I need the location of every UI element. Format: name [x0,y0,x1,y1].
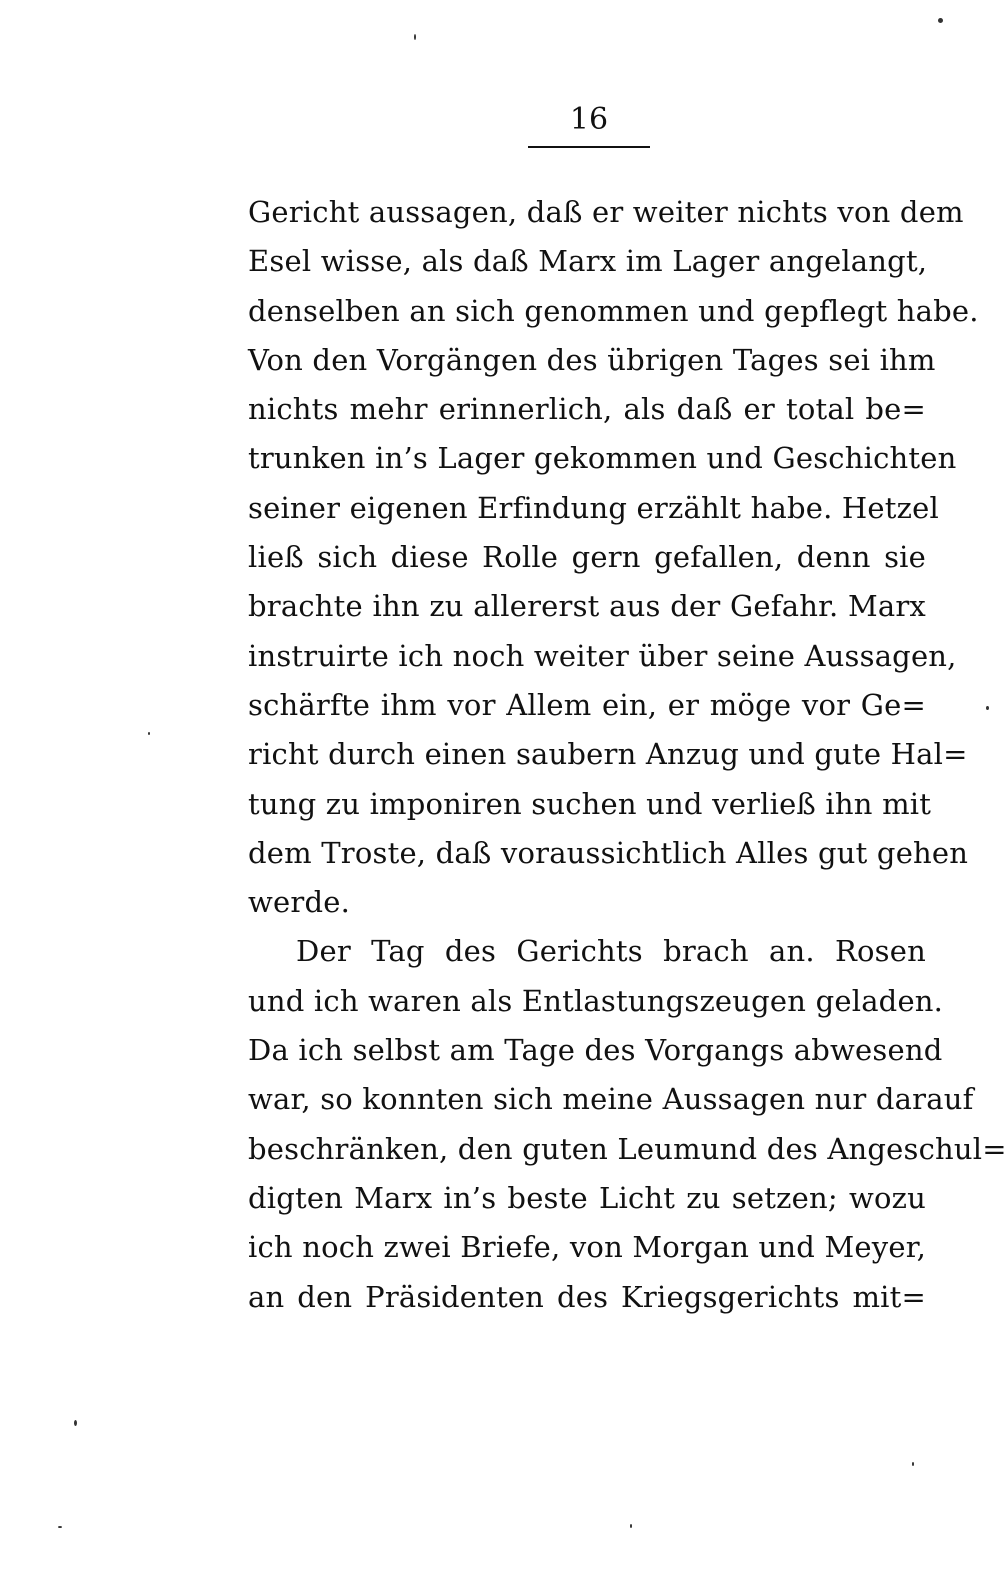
text-line: seiner eigenen Erfindung erzählt habe. Hetzel [248,490,939,525]
text-line: ließ sich diese Rolle gern gefallen, denn sie [248,540,926,575]
text-line: war, so konnten sich meine Aussagen nur darauf [248,1082,974,1117]
text-line: Von den Vorgängen des übrigen Tages sei ihm [248,342,936,377]
scan-speck [74,1420,77,1426]
text-line: Gericht aussagen, daß er weiter nichts von dem [248,195,964,229]
text-line: tung zu imponiren suchen und verließ ihn mit [248,786,932,821]
text-line: Der Tag des Gerichts brach an. Rosen [296,934,926,969]
text-line: brachte ihn zu allererst aus der Gefahr. Marx [248,589,926,624]
text-line: Da ich selbst am Tage des Vorgangs abwesend [248,1033,943,1068]
scan-speck [148,732,150,735]
text-line: dem Troste, daß voraussichtlich Alles gut gehen [248,835,969,870]
scan-speck [630,1524,632,1528]
scan-speck [58,1526,62,1528]
scan-speck [986,706,989,710]
scan-speck [912,1462,914,1466]
text-line: werde. [248,885,350,920]
text-line: und ich waren als Entlastungszeugen geladen. [248,983,944,1018]
text-line: nichts mehr erinnerlich, als daß er total be= [248,392,926,427]
text-line: Esel wisse, als daß Marx im Lager angelangt, [248,244,928,279]
text-line: an den Präsidenten des Kriegsgerichts mit= [248,1279,926,1314]
scan-speck [938,18,943,23]
text-line: instruirte ich noch weiter über seine Aussagen, [248,638,957,673]
body-text [248,188,1007,1322]
text-line: trunken in’s Lager gekommen und Geschichten [248,441,957,476]
text-line: digten Marx in’s beste Licht zu setzen; wozu [248,1180,926,1215]
page-number-rule [528,146,650,148]
text-line: ich noch zwei Briefe, von Morgan und Meyer, [248,1230,926,1265]
text-line: denselben an sich genommen und gepflegt habe. [248,293,979,328]
page-number: 16 [569,102,609,137]
text-line: beschränken, den guten Leumund des Angeschul= [248,1131,1007,1166]
text-line: richt durch einen saubern Anzug und gute Hal= [248,737,968,772]
text-line: schärfte ihm vor Allem ein, er möge vor Ge= [248,687,926,722]
scan-speck [414,34,416,40]
